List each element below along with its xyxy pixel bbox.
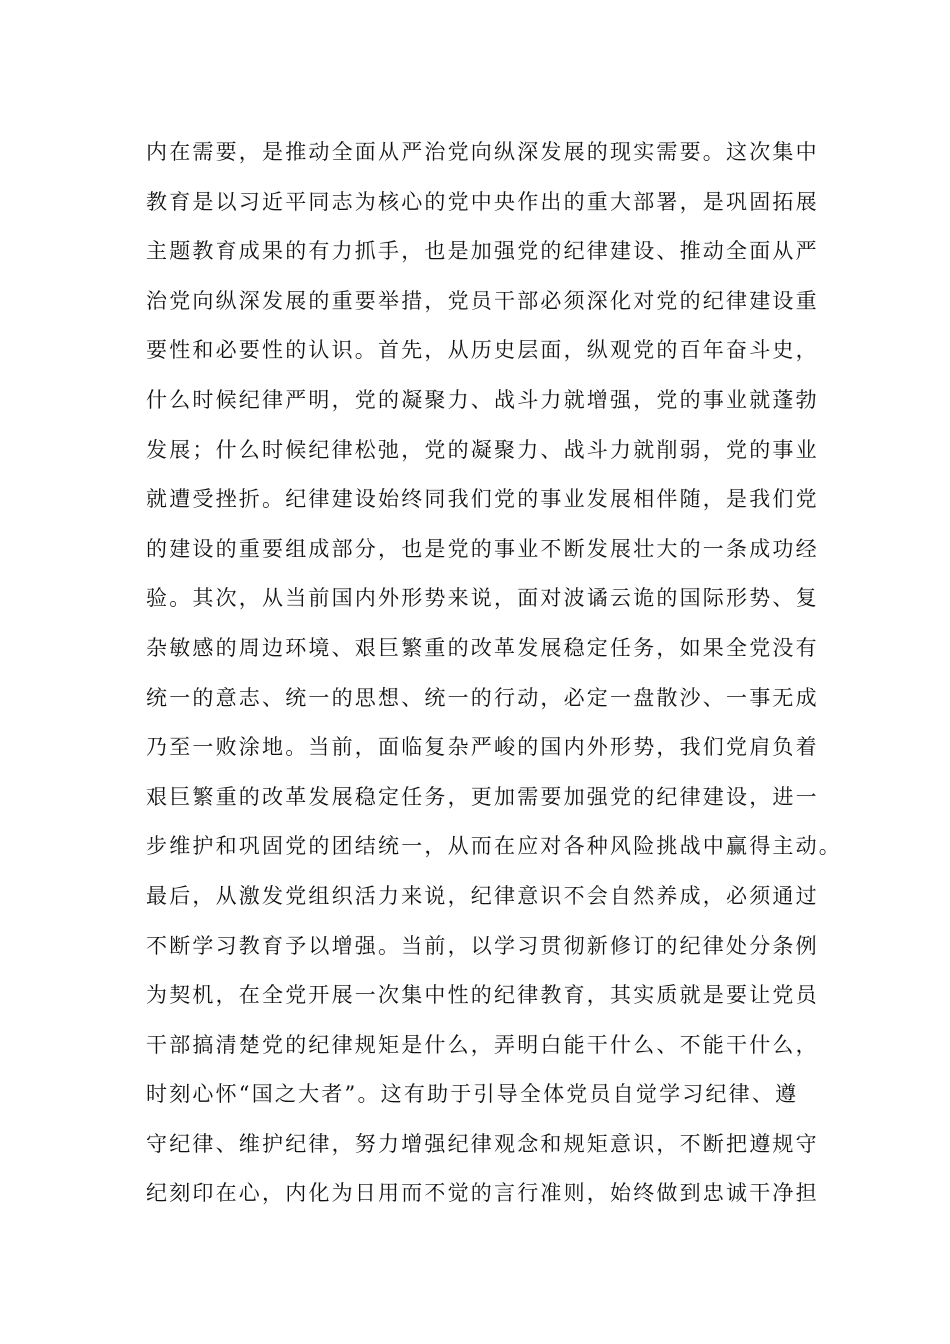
text-line: 干部搞清楚党的纪律规矩是什么，弄明白能干什么、不能干什么， <box>146 1032 819 1057</box>
text-line: 的建设的重要组成部分，也是党的事业不断发展壮大的一条成功经 <box>146 536 819 561</box>
text-line: 统一的意志、统一的思想、统一的行动，必定一盘散沙、一事无成 <box>146 685 819 710</box>
text-line: 内在需要，是推动全面从严治党向纵深发展的现实需要。这次集中 <box>146 140 819 164</box>
text-line: 验。其次，从当前国内外形势来说，面对波谲云诡的国际形势、复 <box>146 586 819 611</box>
text-line: 主题教育成果的有力抓手，也是加强党的纪律建设、推动全面从严 <box>146 239 819 264</box>
text-line: 就遭受挫折。纪律建设始终同我们党的事业发展相伴随，是我们党 <box>146 487 819 512</box>
body-text <box>146 128 846 1219</box>
text-line: 治党向纵深发展的重要举措，党员干部必须深化对党的纪律建设重 <box>146 288 819 313</box>
text-line: 为契机，在全党开展一次集中性的纪律教育，其实质就是要让党员 <box>146 983 819 1008</box>
text-line: 杂敏感的周边环境、艰巨繁重的改革发展稳定任务，如果全党没有 <box>146 635 819 660</box>
text-line: 步维护和巩固党的团结统一，从而在应对各种风险挑战中赢得主动。 <box>146 834 842 859</box>
text-line: 不断学习教育予以增强。当前，以学习贯彻新修订的纪律处分条例 <box>146 933 819 958</box>
text-line: 乃至一败涂地。当前，面临复杂严峻的国内外形势，我们党肩负着 <box>146 735 819 760</box>
text-line: 教育是以习近平同志为核心的党中央作出的重大部署，是巩固拓展 <box>146 189 819 214</box>
text-line: 发展；什么时候纪律松弛，党的凝聚力、战斗力就削弱，党的事业 <box>146 437 819 462</box>
text-line: 时刻心怀“国之大者”。这有助于引导全体党员自觉学习纪律、遵 <box>146 1082 799 1107</box>
text-line: 守纪律、维护纪律，努力增强纪律观念和规矩意识，不断把遵规守 <box>146 1131 819 1156</box>
text-line: 什么时候纪律严明，党的凝聚力、战斗力就增强，党的事业就蓬勃 <box>146 387 819 412</box>
text-line: 最后，从激发党组织活力来说，纪律意识不会自然养成，必须通过 <box>146 883 819 908</box>
text-line: 纪刻印在心，内化为日用而不觉的言行准则，始终做到忠诚干净担 <box>146 1181 819 1206</box>
text-line: 艰巨繁重的改革发展稳定任务，更加需要加强党的纪律建设，进一 <box>146 784 819 809</box>
text-line: 要性和必要性的认识。首先，从历史层面，纵观党的百年奋斗史， <box>146 338 819 363</box>
